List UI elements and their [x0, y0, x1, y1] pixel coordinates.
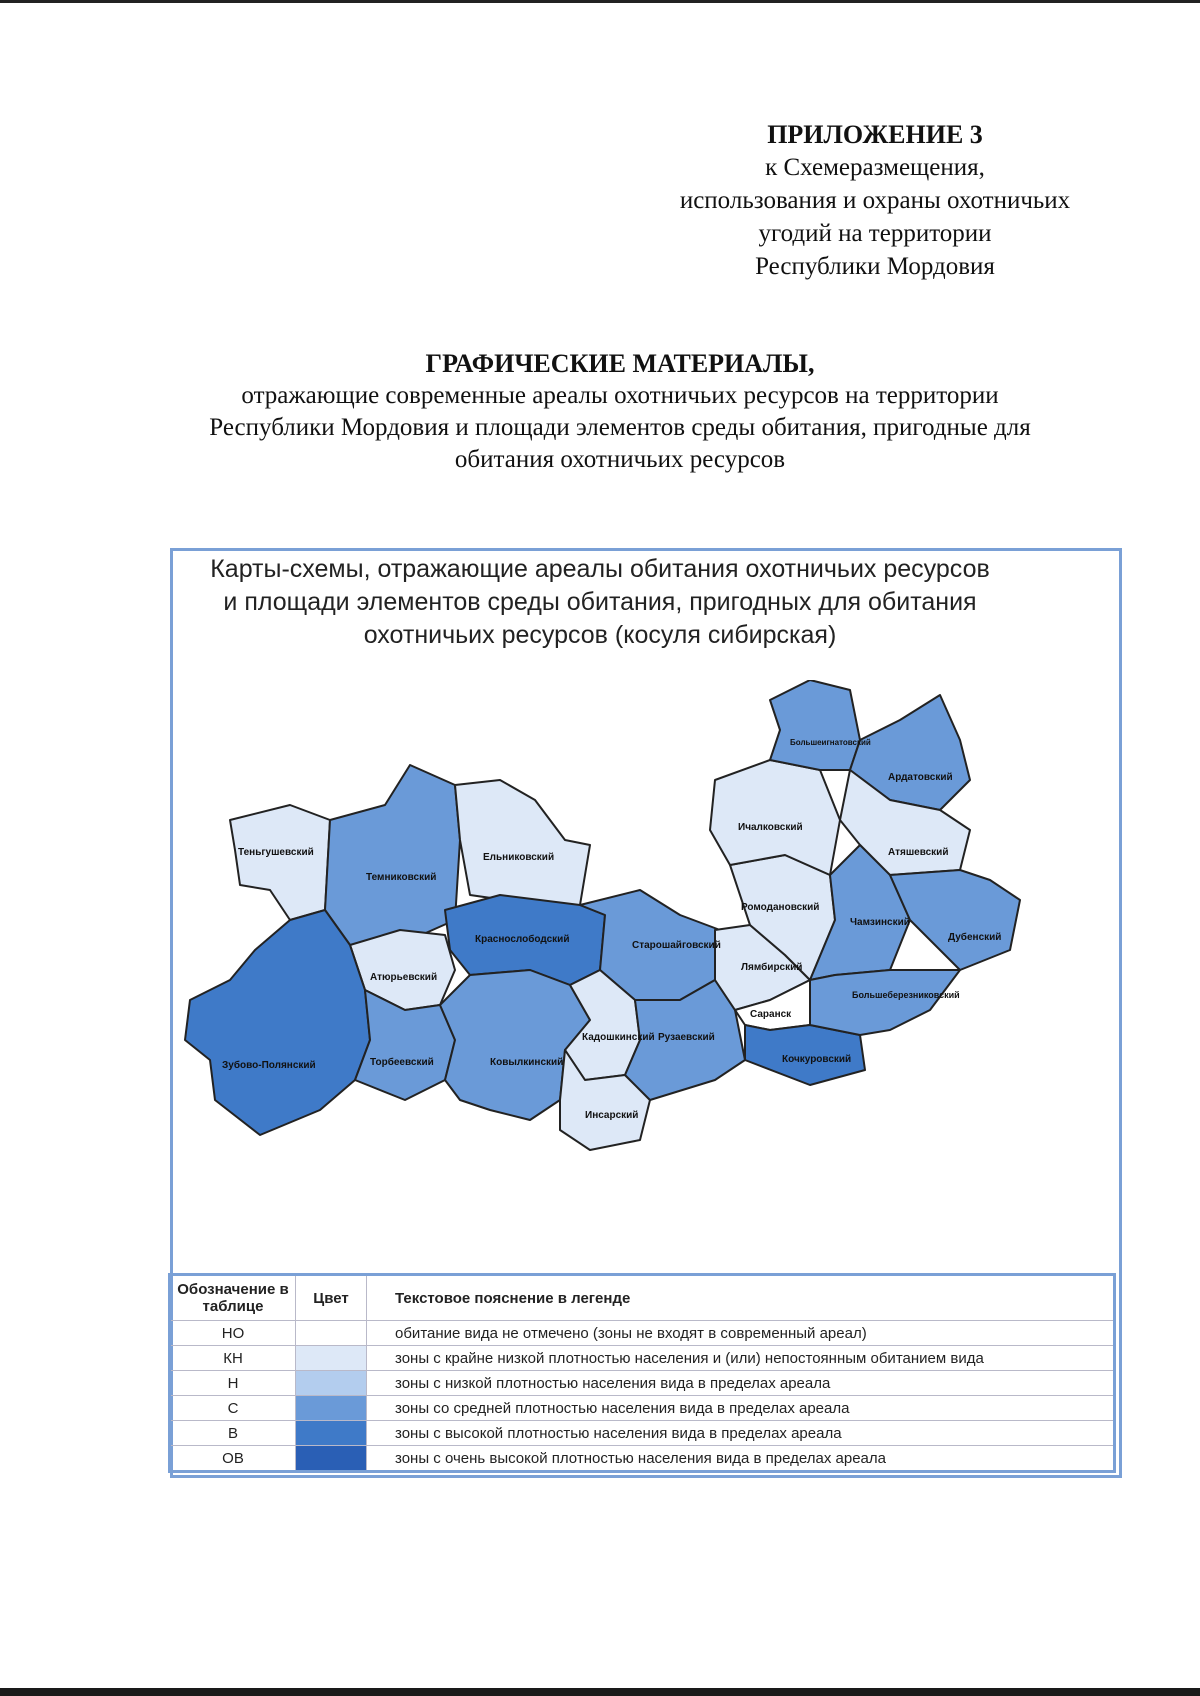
legend-swatch	[296, 1371, 367, 1396]
legend-swatch	[296, 1321, 367, 1346]
map-title-line: Карты-схемы, отражающие ареалы обитания охотничьих ресурсов	[210, 555, 990, 583]
legend-code: ОВ	[170, 1446, 296, 1472]
district-label: Большеберезниковский	[852, 990, 960, 1000]
district-label: Большеигнатовский	[790, 738, 871, 747]
legend-header-color: Цвет	[296, 1275, 367, 1321]
legend-row	[170, 1346, 1115, 1371]
district-label: Старошайговский	[632, 940, 721, 951]
appendix-line: использования и охраны охотничьих	[679, 187, 1071, 214]
district-label: Ковылкинский	[490, 1057, 564, 1068]
appendix-block	[620, 118, 1130, 283]
heading-title: ГРАФИЧЕСКИЕ МАТЕРИАЛЫ,	[425, 349, 815, 378]
scan-edge-top	[0, 0, 1200, 3]
document-heading	[130, 348, 1110, 476]
appendix-title: ПРИЛОЖЕНИЕ 3	[767, 120, 983, 149]
legend-row	[170, 1421, 1115, 1446]
heading-line: отражающие современные ареалы охотничьих ресурсов на территории	[241, 382, 999, 409]
scan-edge-bottom	[0, 1688, 1200, 1696]
district-zubovo-polyansky	[185, 910, 370, 1135]
district-label: Кочкуровский	[782, 1054, 852, 1065]
district-label: Дубенский	[948, 932, 1002, 943]
legend-code: Н	[170, 1371, 296, 1396]
legend-text: обитание вида не отмечено (зоны не входят в современный ареал)	[367, 1321, 1115, 1346]
district-label: Чамзинский	[850, 917, 910, 928]
legend-row	[170, 1371, 1115, 1396]
legend-row	[170, 1321, 1115, 1346]
map-title-line: охотничьих ресурсов (косуля сибирская)	[363, 621, 837, 649]
district-label: Ичалковский	[738, 822, 803, 833]
heading-line: Республики Мордовия и площади элементов среды обитания, пригодные для	[209, 414, 1031, 441]
district-label: Торбеевский	[370, 1057, 434, 1068]
district-elnikovsky	[455, 780, 590, 905]
legend-code: В	[170, 1421, 296, 1446]
legend-text: зоны с высокой плотностью населения вида в пределах ареала	[367, 1421, 1115, 1446]
district-label: Инсарский	[585, 1110, 639, 1121]
district-label: Ардатовский	[888, 772, 953, 783]
district-label: Лямбирский	[741, 962, 803, 973]
legend-code: С	[170, 1396, 296, 1421]
legend-table	[168, 1273, 1116, 1473]
district-label: Кадошкинский	[582, 1032, 655, 1043]
legend-swatch	[296, 1346, 367, 1371]
legend-swatch	[296, 1421, 367, 1446]
legend-code: НО	[170, 1321, 296, 1346]
heading-line: обитания охотничьих ресурсов	[454, 446, 786, 473]
district-label: Ельниковский	[483, 852, 555, 863]
map-title	[0, 553, 1200, 652]
legend-row	[170, 1446, 1115, 1472]
district-label: Зубово-Полянский	[222, 1060, 316, 1071]
district-label: Рузаевский	[658, 1032, 715, 1043]
legend-text: зоны с низкой плотностью населения вида в пределах ареала	[367, 1371, 1115, 1396]
legend-text: зоны с крайне низкой плотностью населения и (или) непостоянным обитанием вида	[367, 1346, 1115, 1371]
district-label: Краснослободский	[475, 934, 570, 945]
legend-swatch	[296, 1446, 367, 1472]
legend-header-row	[170, 1275, 1115, 1321]
legend-swatch	[296, 1396, 367, 1421]
district-label: Ромодановский	[741, 902, 820, 913]
district-bolsheberznikovsky	[810, 970, 960, 1035]
appendix-line: Республики Мордовия	[755, 253, 995, 280]
legend-code: КН	[170, 1346, 296, 1371]
legend-text: зоны с очень высокой плотностью населения вида в пределах ареала	[367, 1446, 1115, 1472]
appendix-line: к Схемеразмещения,	[765, 154, 985, 181]
legend-header-code: Обозначение в таблице	[170, 1275, 296, 1321]
district-tengushevsky	[230, 805, 330, 920]
region-map	[170, 680, 1130, 1240]
legend-row	[170, 1396, 1115, 1421]
district-label: Темниковский	[366, 872, 437, 883]
legend-text: зоны со средней плотностью населения вида в пределах ареала	[367, 1396, 1115, 1421]
map-title-line: и площади элементов среды обитания, пригодных для обитания	[223, 588, 977, 616]
district-bolsheignatovsky	[770, 680, 860, 770]
district-label: Саранск	[750, 1009, 792, 1020]
district-ichalkovsky	[710, 760, 840, 875]
district-label: Теньгушевский	[238, 847, 314, 858]
district-label: Атяшевский	[888, 847, 949, 858]
district-temnikovsky	[325, 765, 460, 945]
legend-header-text: Текстовое пояснение в легенде	[367, 1275, 1115, 1321]
district-label: Атюрьевский	[370, 972, 438, 983]
appendix-line: угодий на территории	[758, 220, 992, 247]
